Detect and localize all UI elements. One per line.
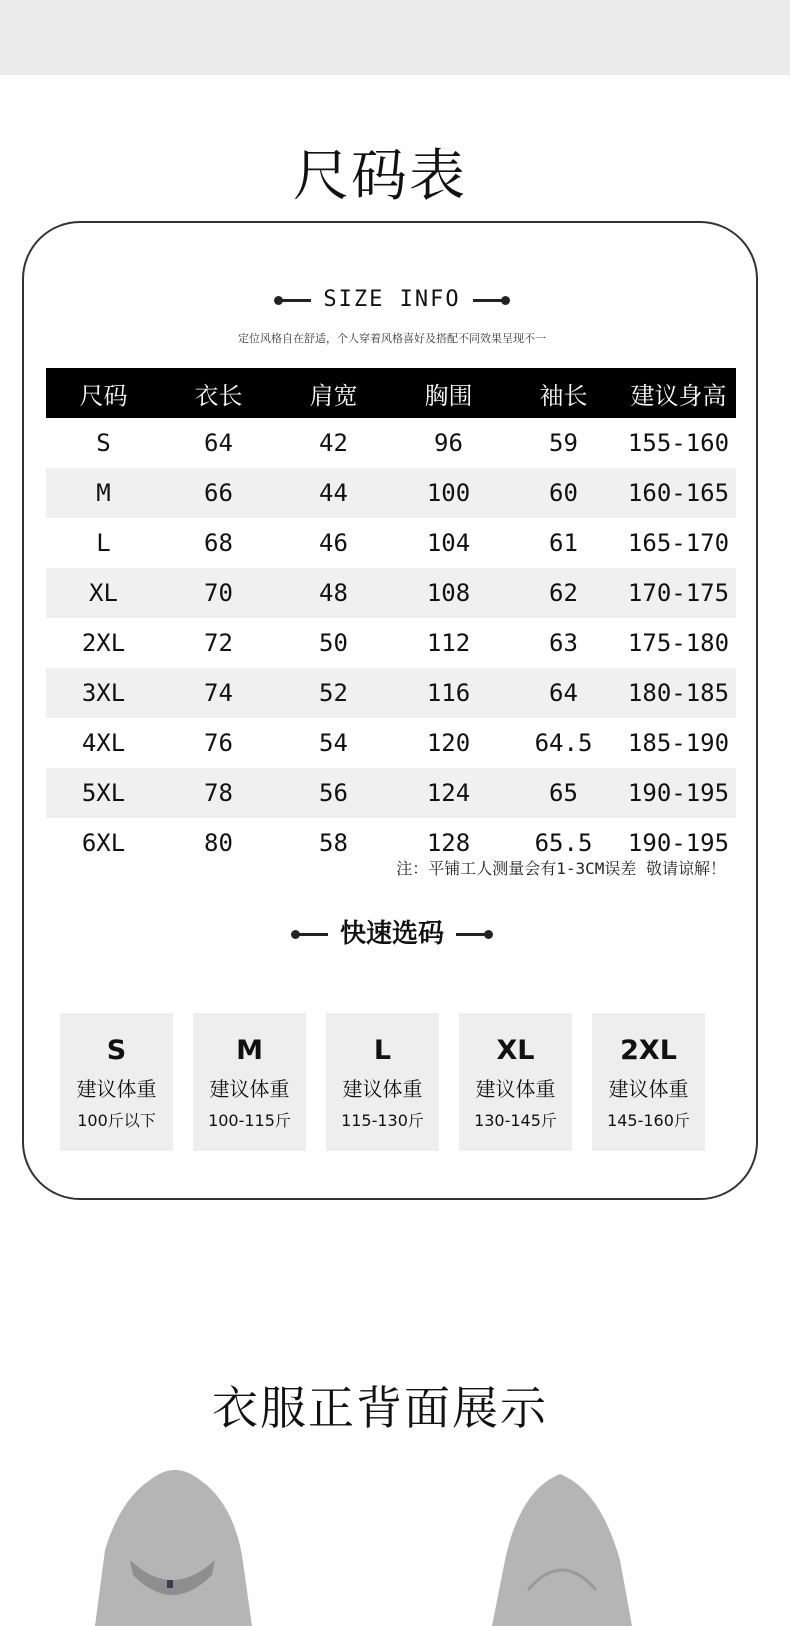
size-table-cell: 4XL [81,729,126,757]
size-table-cell: 54 [319,729,348,757]
header-cell: 胸围 [391,368,506,418]
size-table-cell: 2XL [81,629,126,657]
size-table-cell: 5XL [46,768,161,818]
quick-select-size: XL [496,1035,535,1066]
size-info-label: SIZE INFO [323,287,461,312]
size-table-row [46,668,736,718]
dash-left-decoration [277,299,311,302]
size-table-row [46,768,736,818]
size-table-cell: 104 [426,529,471,557]
page-title: 尺码表 [293,144,467,209]
quick-select-card [592,1013,705,1151]
quick-select-card [326,1013,439,1151]
size-table-cell: 72 [204,629,233,657]
size-table-cell: 66 [161,468,276,518]
size-table-cell: 62 [506,568,621,618]
size-table-cell: 59 [549,429,578,457]
size-table-cell: 50 [319,629,348,657]
size-table-cell: 64.5 [534,729,593,757]
quick-select-range: 100斤以下 [77,1111,156,1130]
size-table-cell: 44 [276,468,391,518]
quick-select-card [193,1013,306,1151]
size-table-cell: 48 [276,568,391,618]
size-table-cell: 80 [204,829,233,857]
size-table-cell: 70 [161,568,276,618]
quick-select-label: 建议体重 [475,1077,556,1101]
quick-select-label: 建议体重 [608,1077,689,1101]
size-info-subtitle: 定位风格自在舒适，个人穿着风格喜好及搭配不同效果呈现不一 [238,332,546,345]
size-table-cell: 180-185 [621,668,736,718]
size-table-cell: 96 [434,429,463,457]
header-cell: 肩宽 [276,368,391,418]
quick-select-card [60,1013,173,1151]
quick-select-heading [24,913,760,950]
size-info-heading [24,287,760,312]
size-table-cell: 155-160 [627,429,730,457]
top-banner-strip [0,0,790,75]
dash-left-decoration [294,933,328,936]
size-table-cell: 58 [319,829,348,857]
size-table-cell: 63 [549,629,578,657]
size-table-cell: 68 [204,529,233,557]
quick-select-range: 145-160斤 [607,1111,690,1130]
quick-select-row [60,1013,705,1151]
size-table-cell: S [96,429,111,457]
size-chart-card [22,221,758,1200]
size-table-cell: 46 [319,529,348,557]
quick-select-label: 建议体重 [209,1077,290,1101]
size-table-row [46,468,736,518]
quick-select-card [459,1013,572,1151]
quick-select-label: 建议体重 [342,1077,423,1101]
size-table-cell: 61 [549,529,578,557]
quick-select-range: 100-115斤 [208,1111,291,1130]
size-table-cell: XL [46,568,161,618]
size-table-cell: 64 [204,429,233,457]
size-table-cell: 116 [391,668,506,718]
size-table-cell: 112 [426,629,471,657]
size-table-cell: 76 [204,729,233,757]
quick-select-range: 130-145斤 [474,1111,557,1130]
size-table-cell: 175-180 [627,629,730,657]
size-table-cell: 170-175 [621,568,736,618]
header-cell: 尺码 [46,368,161,418]
front-back-display-title: 衣服正背面展示 [212,1381,548,1435]
measurement-note: 注：平铺工人测量会有1-3CM误差 敬请谅解！ [396,859,726,878]
header-cell: 袖长 [506,368,621,418]
size-table-cell: 42 [319,429,348,457]
size-table-cell: 52 [276,668,391,718]
size-table-cell: 124 [391,768,506,818]
size-table-header-row [46,368,736,418]
quick-select-label: 建议体重 [76,1077,157,1101]
header-cell: 建议身高 [621,368,736,418]
size-table-cell: 78 [161,768,276,818]
size-table-cell: 64 [506,668,621,718]
size-table-cell: 3XL [46,668,161,718]
size-table-cell: 65.5 [534,829,593,857]
size-table-cell: 60 [506,468,621,518]
size-table-cell: 128 [426,829,471,857]
product-photo-strip [0,1440,790,1626]
size-table-cell: 6XL [81,829,126,857]
quick-select-size: 2XL [620,1035,677,1066]
hoodie-front-image [95,1470,252,1626]
hoodie-back-image [492,1474,632,1626]
size-table-row [46,518,736,568]
quick-select-size: S [106,1035,127,1066]
size-table-row [46,568,736,618]
size-table-cell: 56 [276,768,391,818]
size-table-cell: 185-190 [627,729,730,757]
quick-select-title: 快速选码 [339,919,444,949]
header-cell: 衣长 [161,368,276,418]
size-table-cell: 108 [391,568,506,618]
dash-right-decoration [456,933,490,936]
size-table-cell: 65 [506,768,621,818]
hoodie-images [0,1440,790,1626]
size-table-cell: 160-165 [621,468,736,518]
size-table-cell: 165-170 [627,529,730,557]
quick-select-size: L [373,1035,392,1066]
size-table-row [46,618,736,668]
size-table-row [46,418,736,468]
size-table-cell: 100 [391,468,506,518]
size-table-row [46,718,736,768]
dash-right-decoration [473,299,507,302]
size-table-cell: M [46,468,161,518]
size-table-cell: 120 [426,729,471,757]
quick-select-range: 115-130斤 [341,1111,424,1130]
size-table-cell: L [96,529,111,557]
size-table-cell: 190-195 [627,829,730,857]
quick-select-size: M [236,1035,263,1066]
size-table [46,368,736,868]
size-table-cell: 190-195 [621,768,736,818]
size-table-cell: 74 [161,668,276,718]
